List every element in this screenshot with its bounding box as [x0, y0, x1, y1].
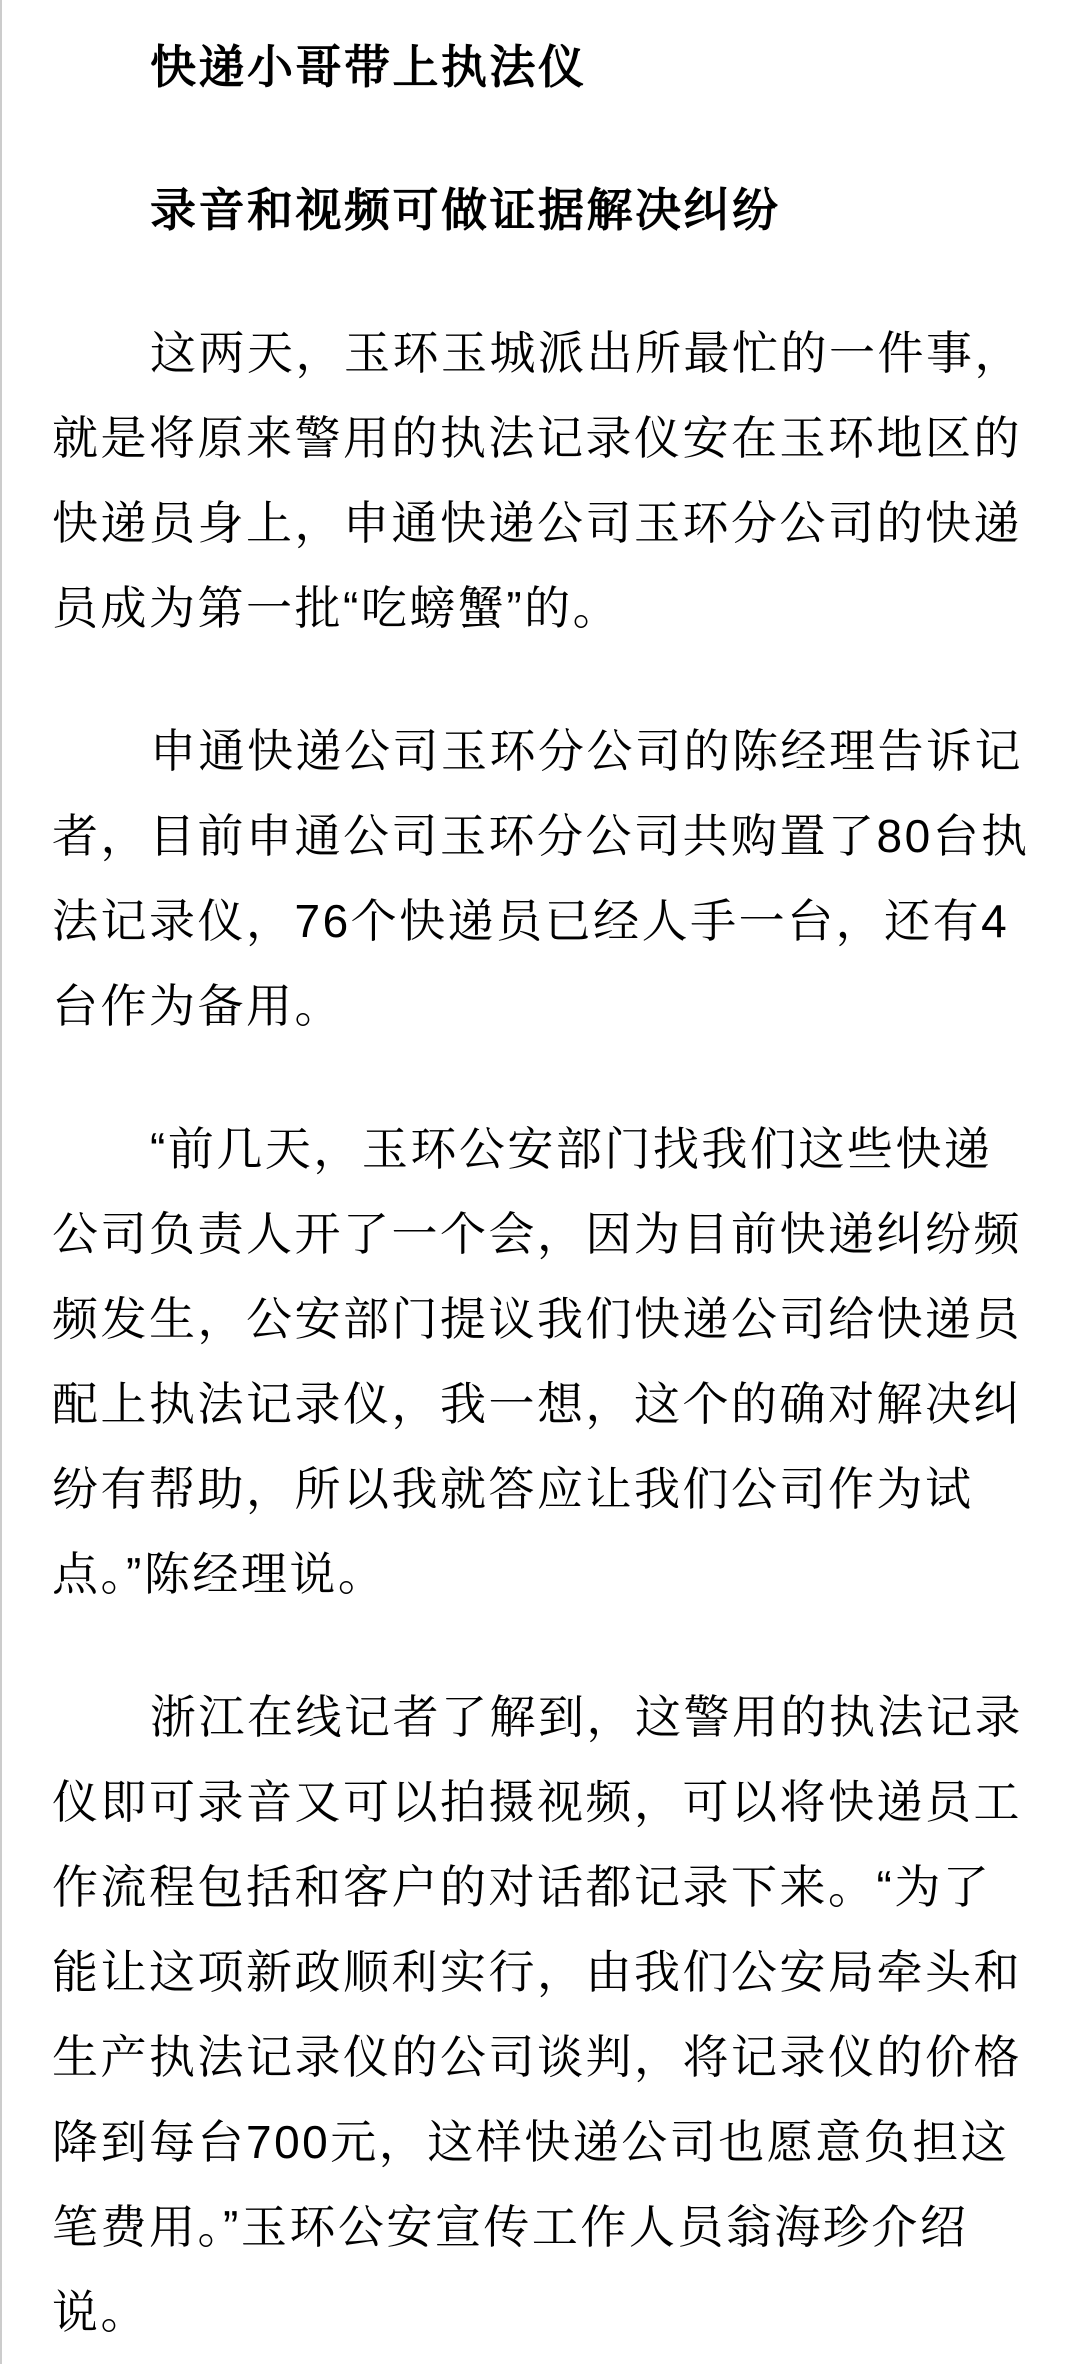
text-line: 法记录仪，76个快递员已经人手一台，还有4: [52, 895, 1010, 947]
text-line: 作流程包括和客户的对话都记录下来。“为了: [52, 1861, 992, 1913]
paragraph-4: [52, 1675, 1032, 2355]
text-line: 配上执法记录仪，我一想，这个的确对解决纠: [52, 1378, 1022, 1430]
text-line: 笔费用。”玉环公安宣传工作人员翁海珍介绍: [52, 2201, 969, 2253]
text-line: 申通快递公司玉环分公司的陈经理告诉记: [150, 725, 1023, 777]
paragraph-2: [52, 709, 1032, 1049]
text-line: 生产执法记录仪的公司谈判，将记录仪的价格: [52, 2031, 1022, 2083]
text-line: 降到每台700元，这样快递公司也愿意负担这: [52, 2116, 1010, 2168]
article-title: 快递小哥带上执法仪: [150, 41, 587, 93]
left-edge-divider: [0, 0, 2, 2364]
text-line: 纷有帮助，所以我就答应让我们公司作为试: [52, 1463, 974, 1515]
text-line: 能让这项新政顺利实行，由我们公安局牵头和: [52, 1946, 1022, 1998]
text-line: 台作为备用。: [52, 980, 343, 1032]
text-line: 频发生，公安部门提议我们快递公司给快递员: [52, 1293, 1022, 1345]
text-line: 浙江在线记者了解到，这警用的执法记录: [150, 1691, 1023, 1743]
text-line: 员成为第一批“吃螃蟹”的。: [52, 582, 622, 634]
text-line: “前几天，玉环公安部门找我们这些快递: [150, 1123, 993, 1175]
text-line: 就是将原来警用的执法记录仪安在玉环地区的: [52, 412, 1022, 464]
paragraph-3: [52, 1107, 1032, 1617]
text-line: 说。: [52, 2286, 149, 2338]
paragraph-1: [52, 311, 1032, 651]
text-line: 者，目前申通公司玉环分公司共购置了80台执: [52, 810, 1030, 862]
article-subtitle: 录音和视频可做证据解决纠纷: [150, 184, 781, 236]
text-line: 公司负责人开了一个会，因为目前快递纠纷频: [52, 1208, 1022, 1260]
text-line: 快递员身上，申通快递公司玉环分公司的快递: [52, 497, 1022, 549]
text-line: 仪即可录音又可以拍摄视频，可以将快递员工: [52, 1776, 1022, 1828]
text-line: 这两天，玉环玉城派出所最忙的一件事，: [150, 327, 1023, 379]
text-line: 点。”陈经理说。: [52, 1548, 387, 1600]
